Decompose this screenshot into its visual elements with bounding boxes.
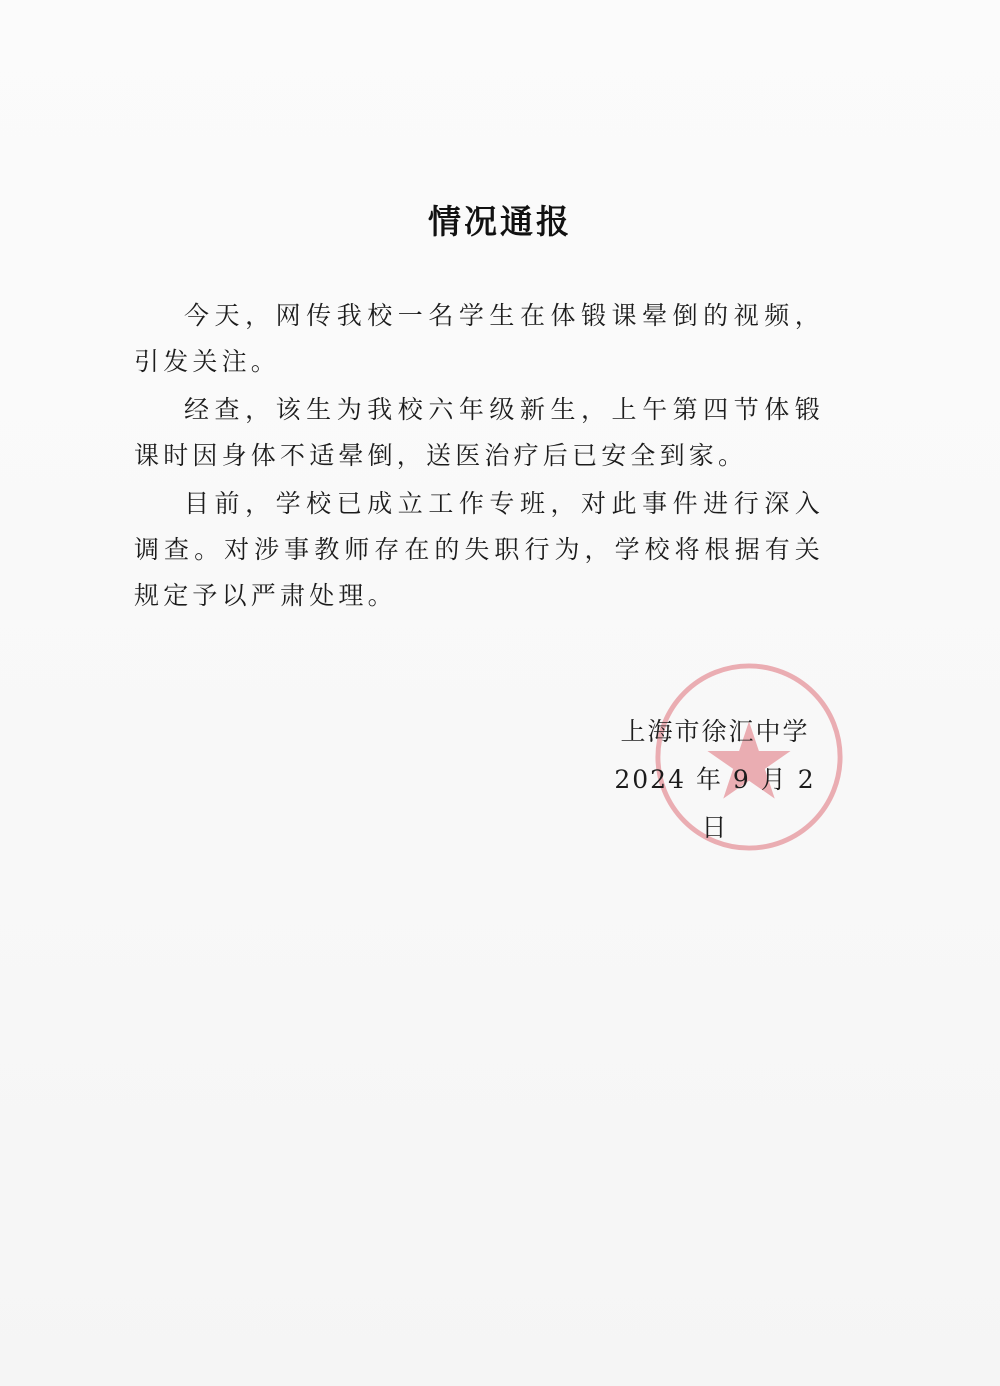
document-body [134,293,824,621]
signature-block [600,708,830,852]
paragraph-3: 目前，学校已成立工作专班，对此事件进行深入调查。对涉事教师存在的失职行为，学校将根据有关规定予以严肃处理。 [134,489,824,610]
paragraph-1: 今天，网传我校一名学生在体锻课晕倒的视频，引发关注。 [134,301,824,376]
signature-organization: 上海市徐汇中学 [620,717,810,746]
document-title: 情况通报 [428,202,572,241]
signature-date: 2024 年 9 月 2 日 [614,765,816,842]
paragraph-2: 经查，该生为我校六年级新生，上午第四节体锻课时因身体不适晕倒，送医治疗后已安全到家。 [134,395,824,470]
